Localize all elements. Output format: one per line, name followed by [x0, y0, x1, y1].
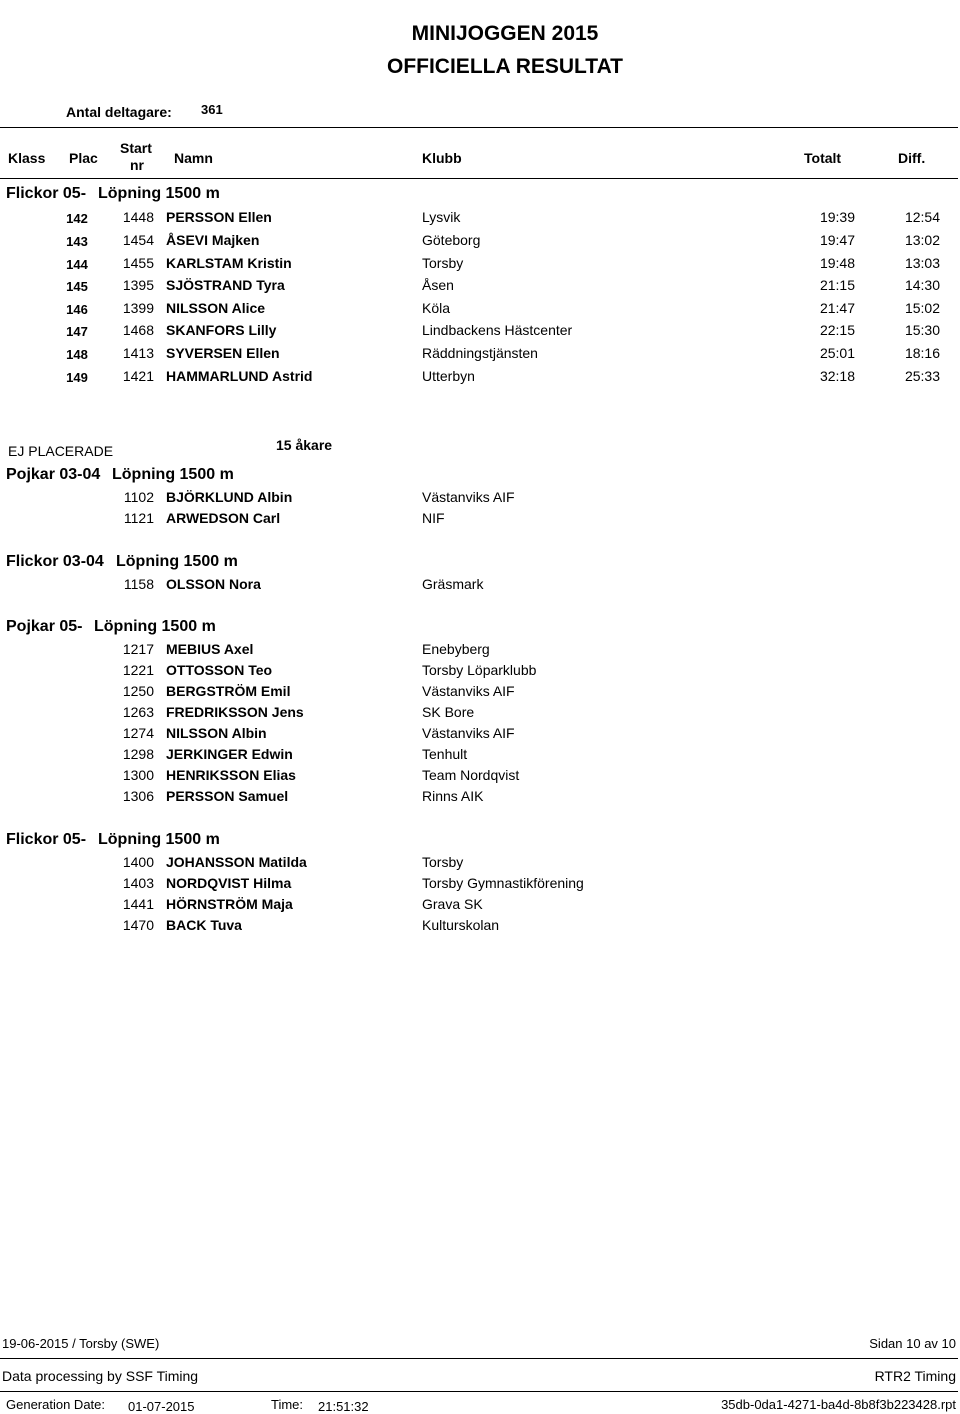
footer-time-value: 21:51:32	[318, 1399, 369, 1414]
row-start-nr: 1217	[122, 641, 154, 657]
col-start-line2: nr	[130, 157, 144, 173]
row-name: JERKINGER Edwin	[166, 746, 293, 762]
row-start-nr: 1221	[122, 662, 154, 678]
list-item	[0, 896, 960, 918]
list-item	[0, 704, 960, 726]
row-start-nr: 1448	[122, 209, 154, 225]
row-name: OTTOSSON Teo	[166, 662, 273, 678]
row-plac: 143	[66, 234, 88, 249]
footer-rule-2	[0, 1391, 958, 1392]
list-item	[0, 875, 960, 897]
row-name: NILSSON Albin	[166, 725, 267, 741]
row-plac: 145	[66, 279, 88, 294]
row-start-nr: 1274	[122, 725, 154, 741]
results-class-name: Flickor 05-	[6, 185, 87, 202]
table-row	[0, 255, 960, 277]
row-start-nr: 1441	[122, 896, 154, 912]
col-start-line1: Start	[120, 140, 152, 156]
participants-label: Antal deltagare:	[66, 104, 172, 120]
row-club: Kulturskolan	[422, 917, 500, 933]
row-name: FREDRIKSSON Jens	[166, 704, 304, 720]
row-start-nr: 1306	[122, 788, 154, 804]
footer-rule-1	[0, 1358, 958, 1359]
row-total: 21:47	[819, 300, 855, 316]
list-item	[0, 788, 960, 810]
row-plac: 148	[66, 347, 88, 362]
row-diff: 15:02	[904, 300, 940, 316]
table-row	[0, 209, 960, 231]
list-item	[0, 576, 960, 598]
footer-event: 19-06-2015 / Torsby (SWE)	[2, 1336, 160, 1351]
row-start-nr: 1298	[122, 746, 154, 762]
row-name: MEBIUS Axel	[166, 641, 254, 657]
header-bottom-rule	[0, 178, 958, 179]
row-total: 19:47	[819, 232, 855, 248]
list-item	[0, 489, 960, 511]
row-name: SYVERSEN Ellen	[166, 345, 280, 361]
row-club: Västanviks AIF	[422, 489, 515, 505]
row-name: BERGSTRÖM Emil	[166, 683, 291, 699]
row-club: Räddningstjänsten	[422, 345, 538, 361]
footer-generation-label: Generation Date:	[6, 1397, 106, 1412]
row-club: Rinns AIK	[422, 788, 484, 804]
row-diff: 25:33	[904, 368, 940, 384]
row-start-nr: 1455	[122, 255, 154, 271]
row-name: ARWEDSON Carl	[166, 510, 281, 526]
row-club: Göteborg	[422, 232, 481, 248]
group-distance: Löpning 1500 m	[98, 831, 220, 848]
list-item	[0, 510, 960, 532]
row-diff: 12:54	[904, 209, 940, 225]
group-class-name: Pojkar 05-	[6, 618, 83, 635]
row-start-nr: 1421	[122, 368, 154, 384]
report-title-line1: MINIJOGGEN 2015	[411, 22, 599, 45]
row-diff: 15:30	[904, 322, 940, 338]
row-name: SJÖSTRAND Tyra	[166, 277, 285, 293]
table-row	[0, 345, 960, 367]
row-start-nr: 1399	[122, 300, 154, 316]
row-name: NILSSON Alice	[166, 300, 266, 316]
row-name: NORDQVIST Hilma	[166, 875, 292, 891]
footer-file-id: 35db-0da1-4271-ba4d-8b8f3b223428.rpt	[721, 1397, 956, 1412]
group-distance: Löpning 1500 m	[94, 618, 216, 635]
row-start-nr: 1468	[122, 322, 154, 338]
row-total: 25:01	[819, 345, 855, 361]
row-club: Grava SK	[422, 896, 483, 912]
row-club: Torsby	[422, 854, 464, 870]
participants-value: 361	[201, 102, 223, 117]
col-namn: Namn	[174, 150, 213, 166]
row-total: 19:39	[819, 209, 855, 225]
table-row	[0, 368, 960, 390]
row-name: ÅSEVI Majken	[166, 232, 260, 248]
row-start-nr: 1102	[123, 489, 154, 505]
header-top-rule	[0, 127, 958, 128]
row-name: PERSSON Samuel	[166, 788, 289, 804]
row-club: Köla	[422, 300, 451, 316]
row-total: 21:15	[819, 277, 855, 293]
col-diff: Diff.	[898, 150, 926, 166]
row-club: Enebyberg	[422, 641, 490, 657]
group-distance: Löpning 1500 m	[112, 466, 234, 483]
col-totalt: Totalt	[804, 150, 842, 166]
unplaced-label: EJ PLACERADE	[8, 443, 114, 459]
row-total: 32:18	[819, 368, 855, 384]
results-distance: Löpning 1500 m	[98, 185, 220, 202]
list-item	[0, 725, 960, 747]
row-club: Torsby Löparklubb	[422, 662, 537, 678]
footer-generation-date: 01-07-2015	[128, 1399, 195, 1414]
footer-page: Sidan 10 av 10	[869, 1336, 956, 1351]
row-diff: 14:30	[904, 277, 940, 293]
row-club: Tenhult	[422, 746, 468, 762]
row-name: JOHANSSON Matilda	[166, 854, 307, 870]
row-start-nr: 1158	[123, 576, 154, 592]
row-club: Utterbyn	[422, 368, 475, 384]
row-club: NIF	[422, 510, 445, 526]
row-plac: 147	[66, 324, 88, 339]
report-title-line2: OFFICIELLA RESULTAT	[386, 55, 624, 78]
row-name: OLSSON Nora	[166, 576, 261, 592]
row-diff: 18:16	[904, 345, 940, 361]
table-row	[0, 322, 960, 344]
row-start-nr: 1121	[123, 510, 154, 526]
row-club: Lysvik	[422, 209, 461, 225]
row-name: SKANFORS Lilly	[166, 322, 277, 338]
list-item	[0, 917, 960, 939]
row-start-nr: 1263	[122, 704, 154, 720]
table-row	[0, 232, 960, 254]
col-plac: Plac	[69, 150, 98, 166]
row-start-nr: 1454	[122, 232, 154, 248]
unplaced-count: 15 åkare	[276, 437, 333, 453]
row-start-nr: 1395	[122, 277, 154, 293]
footer-software: RTR2 Timing	[874, 1368, 956, 1384]
row-club: Torsby Gymnastikförening	[422, 875, 584, 891]
row-start-nr: 1250	[122, 683, 154, 699]
row-club: Torsby	[422, 255, 464, 271]
table-row	[0, 277, 960, 299]
row-name: PERSSON Ellen	[166, 209, 272, 225]
row-club: Team Nordqvist	[422, 767, 520, 783]
row-diff: 13:02	[904, 232, 940, 248]
row-total: 19:48	[819, 255, 855, 271]
row-name: HAMMARLUND Astrid	[166, 368, 313, 384]
footer-processing: Data processing by SSF Timing	[2, 1368, 199, 1384]
group-class-name: Pojkar 03-04	[6, 466, 101, 483]
row-diff: 13:03	[904, 255, 940, 271]
row-start-nr: 1400	[122, 854, 154, 870]
list-item	[0, 683, 960, 705]
row-club: Gräsmark	[422, 576, 484, 592]
row-total: 22:15	[819, 322, 855, 338]
row-start-nr: 1470	[122, 917, 154, 933]
row-club: Åsen	[422, 277, 454, 293]
row-plac: 144	[66, 257, 88, 272]
footer-time-label: Time:	[271, 1397, 304, 1412]
col-klubb: Klubb	[422, 150, 462, 166]
row-club: Västanviks AIF	[422, 725, 515, 741]
list-item	[0, 767, 960, 789]
row-name: KARLSTAM Kristin	[166, 255, 292, 271]
row-name: BJÖRKLUND Albin	[166, 489, 293, 505]
row-name: HENRIKSSON Elias	[166, 767, 296, 783]
row-start-nr: 1413	[122, 345, 154, 361]
row-name: HÖRNSTRÖM Maja	[166, 896, 293, 912]
row-name: BACK Tuva	[166, 917, 242, 933]
list-item	[0, 854, 960, 876]
row-club: SK Bore	[422, 704, 475, 720]
row-club: Västanviks AIF	[422, 683, 515, 699]
table-row	[0, 300, 960, 322]
col-klass: Klass	[8, 150, 46, 166]
list-item	[0, 746, 960, 768]
list-item	[0, 641, 960, 663]
group-distance: Löpning 1500 m	[116, 553, 238, 570]
group-class-name: Flickor 05-	[6, 831, 87, 848]
group-class-name: Flickor 03-04	[6, 553, 104, 570]
row-plac: 146	[66, 302, 88, 317]
row-club: Lindbackens Hästcenter	[422, 322, 573, 338]
row-plac: 149	[66, 370, 88, 385]
list-item	[0, 662, 960, 684]
row-start-nr: 1300	[122, 767, 154, 783]
row-plac: 142	[66, 211, 88, 226]
row-start-nr: 1403	[122, 875, 154, 891]
